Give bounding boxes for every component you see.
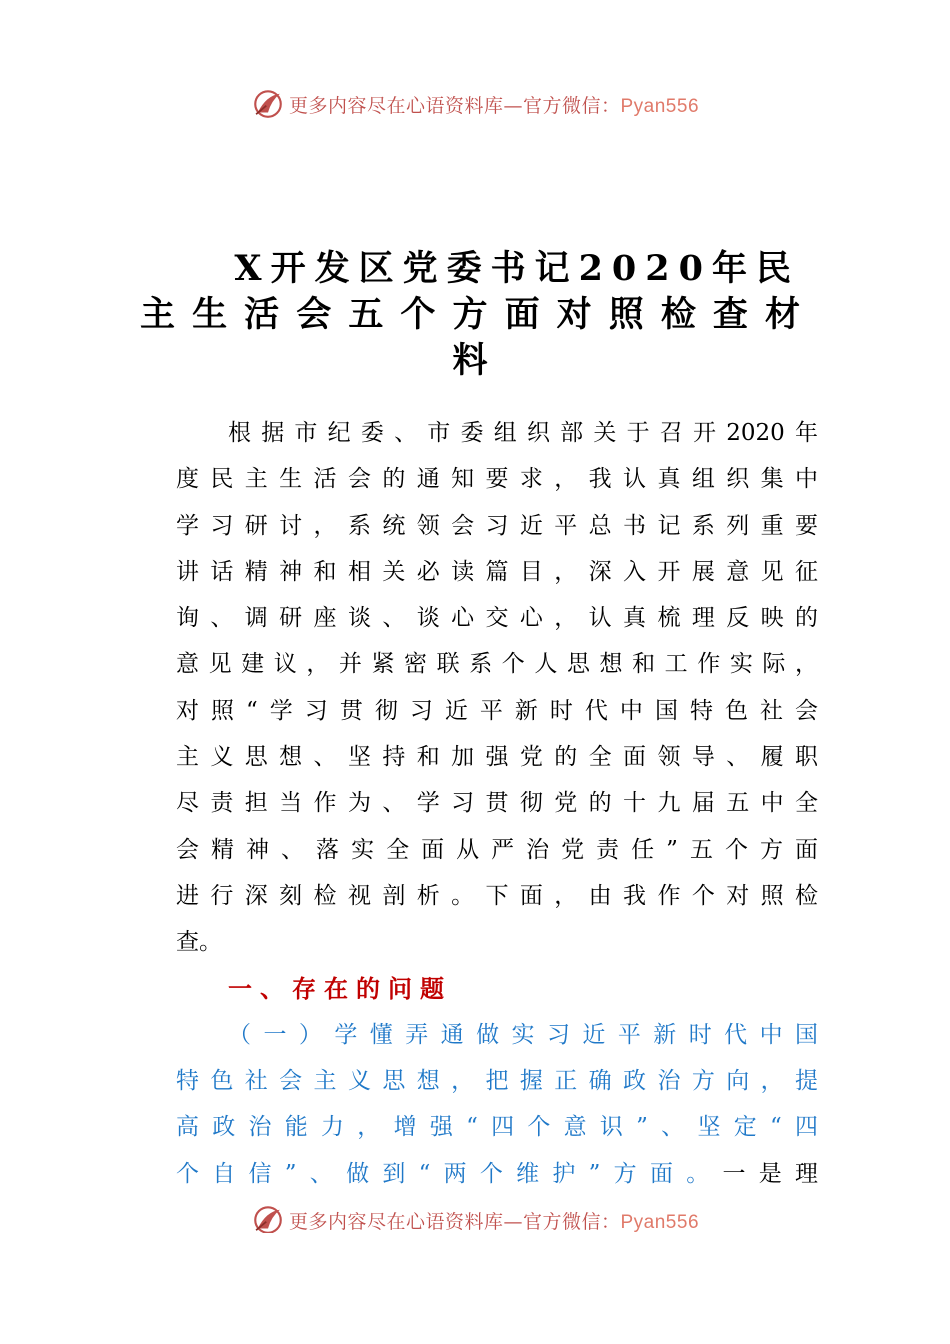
- footer-watermark: [0, 1201, 950, 1233]
- body-text-tail: 一是理: [722, 1160, 819, 1187]
- section-heading: 一、存在的问题: [228, 973, 452, 1003]
- body-line: 意见建议，并紧密联系个人思想和工作实际，: [176, 651, 818, 678]
- document-title: [140, 246, 800, 384]
- logo-icon: [251, 87, 285, 121]
- body-line: 主义思想、坚持和加强党的全面领导、履职: [176, 744, 818, 771]
- body-line: 询、调研座谈、谈心交心，认真梳理反映的: [176, 605, 818, 632]
- document-body: [176, 410, 818, 1197]
- logo-icon: [251, 1203, 285, 1233]
- title-line-2: 主生活会五个方面对照检查材: [140, 294, 800, 335]
- subheading-line: 高政治能力，增强“四个意识”、坚定“四: [176, 1114, 818, 1141]
- body-line: 尽责担当作为、学习贯彻党的十九届五中全: [176, 790, 818, 817]
- subheading-line: （一）学懂弄通做实习近平新时代中国: [228, 1021, 818, 1048]
- banner-id: Pyan556: [620, 95, 700, 117]
- header-watermark: [0, 84, 950, 124]
- body-line: 根据市纪委、市委组织部关于召开2020年: [228, 420, 818, 446]
- subheading-line: 特色社会主义思想，把握正确政治方向，提: [176, 1068, 818, 1095]
- body-line: 度民主生活会的通知要求，我认真组织集中: [176, 466, 818, 493]
- title-line-1: X开发区党委书记2020年民: [234, 248, 800, 289]
- body-line: 讲话精神和相关必读篇目，深入开展意见征: [176, 558, 818, 585]
- title-line-3: 料: [452, 340, 488, 381]
- subheading-line-mixed: [176, 1151, 818, 1197]
- body-line: 对照“学习贯彻习近平新时代中国特色社会: [176, 697, 818, 724]
- body-line: 学习研讨，系统领会习近平总书记系列重要: [176, 512, 818, 539]
- banner-id: Pyan556: [620, 1211, 700, 1233]
- body-line: 进行深刻检视剖析。下面，由我作个对照检: [176, 882, 818, 909]
- banner-text: 更多内容尽在心语资料库—官方微信：: [288, 94, 621, 117]
- subheading-line: 个自信”、做到“两个维护”方面。: [176, 1160, 723, 1187]
- banner-text: 更多内容尽在心语资料库—官方微信：: [288, 1210, 621, 1233]
- body-line: 查。: [176, 929, 222, 956]
- body-line: 会精神、落实全面从严治党责任”五个方面: [176, 836, 818, 863]
